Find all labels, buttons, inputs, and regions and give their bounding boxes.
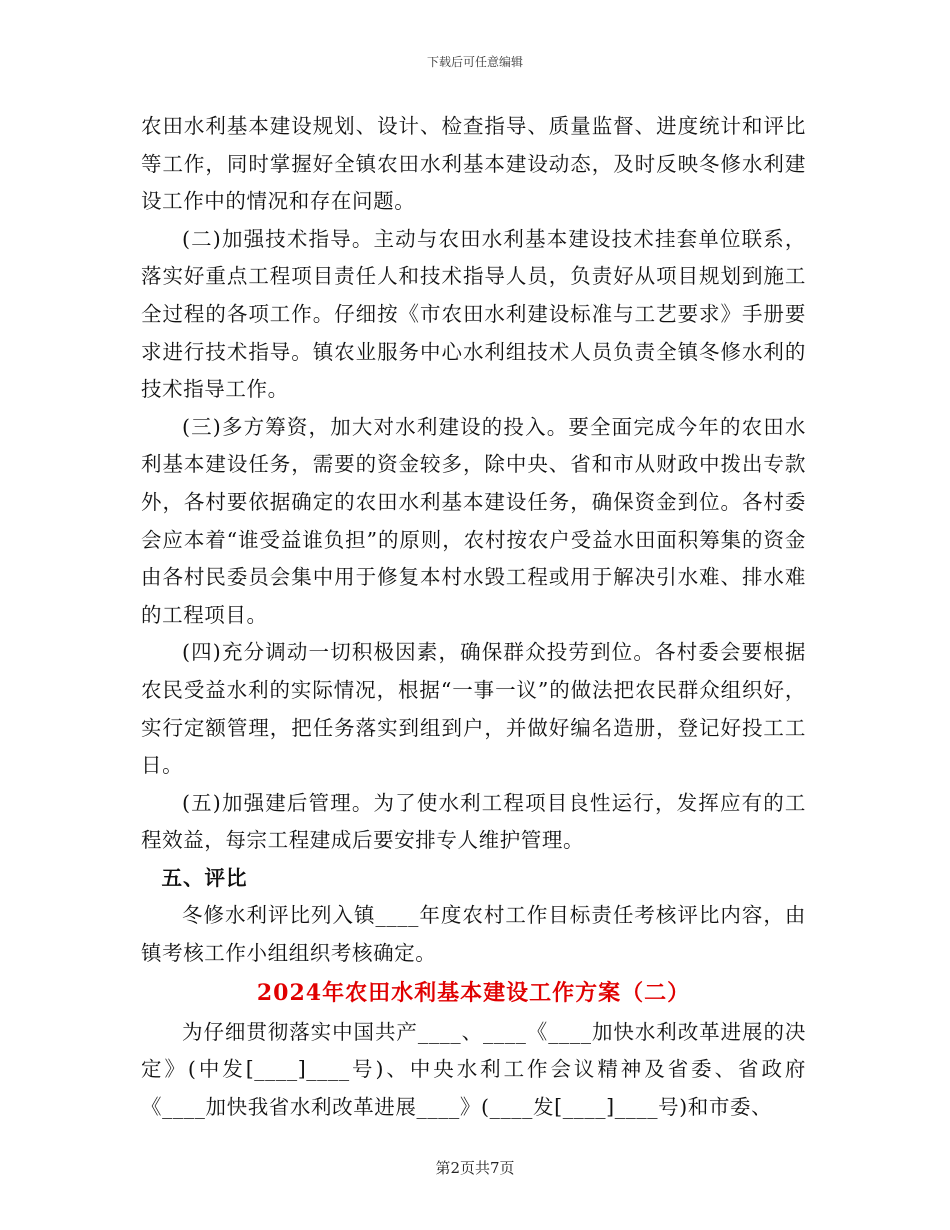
paragraph-management: (五)加强建后管理。为了使水利工程项目良性运行，发挥应有的工程效益，每宗工程建成后要安排专人维护管理。 — [141, 790, 806, 853]
page-header: 下载后可任意编辑 — [426, 55, 523, 69]
document-body — [141, 108, 806, 1126]
section-heading-evaluation: 五、评比 — [161, 865, 248, 890]
paragraph-intro: 为仔细贯彻落实中国共产____、____《____加快水利改革进展的决定》(中发[____]____号)、中央水利工作会议精神及省委、省政府《____加快我省水利改革进展____》(____发[____]____号)和市委、 — [141, 1019, 806, 1119]
paragraph-labor: (四)充分调动一切积极因素，确保群众投劳到位。各村委会要根据农民受益水利的实际情况，根据“一事一议”的做法把农民群众组织好，实行定额管理，把任务落实到组到户，并做好编名造册，登记好投工工日。 — [141, 640, 806, 778]
paragraph-technical-guidance: (二)加强技术指导。主动与农田水利基本建设技术挂套单位联系，落实好重点工程项目责任人和技术指导人员，负责好从项目规划到施工全过程的各项工作。仔细按《市农田水利建设标准与工艺要求》手册要求进行技术指导。镇农业服务中心水利组技术人员负责全镇冬修水利的技术指导工作。 — [141, 226, 806, 402]
paragraph-continuation: 农田水利基本建设规划、设计、检查指导、质量监督、进度统计和评比等工作，同时掌握好全镇农田水利基本建设动态，及时反映冬修水利建设工作中的情况和存在问题。 — [141, 114, 806, 214]
page-footer: 第2页共7页 — [435, 1159, 515, 1177]
document-title: 2024年农田水利基本建设工作方案（二） — [256, 979, 691, 1006]
paragraph-evaluation: 冬修水利评比列入镇____年度农村工作目标责任考核评比内容，由镇考核工作小组组织考核确定。 — [141, 903, 806, 966]
paragraph-funding: (三)多方筹资，加大对水利建设的投入。要全面完成今年的农田水利基本建设任务，需要的资金较多，除中央、省和市从财政中拨出专款外，各村要依据确定的农田水利基本建设任务，确保资金到位。各村委会应本着“谁受益谁负担”的原则，农村按农户受益水田面积筹集的资金由各村民委员会集中用于修复本村水毁工程或用于解决引水难、排水难的工程项目。 — [141, 414, 806, 627]
